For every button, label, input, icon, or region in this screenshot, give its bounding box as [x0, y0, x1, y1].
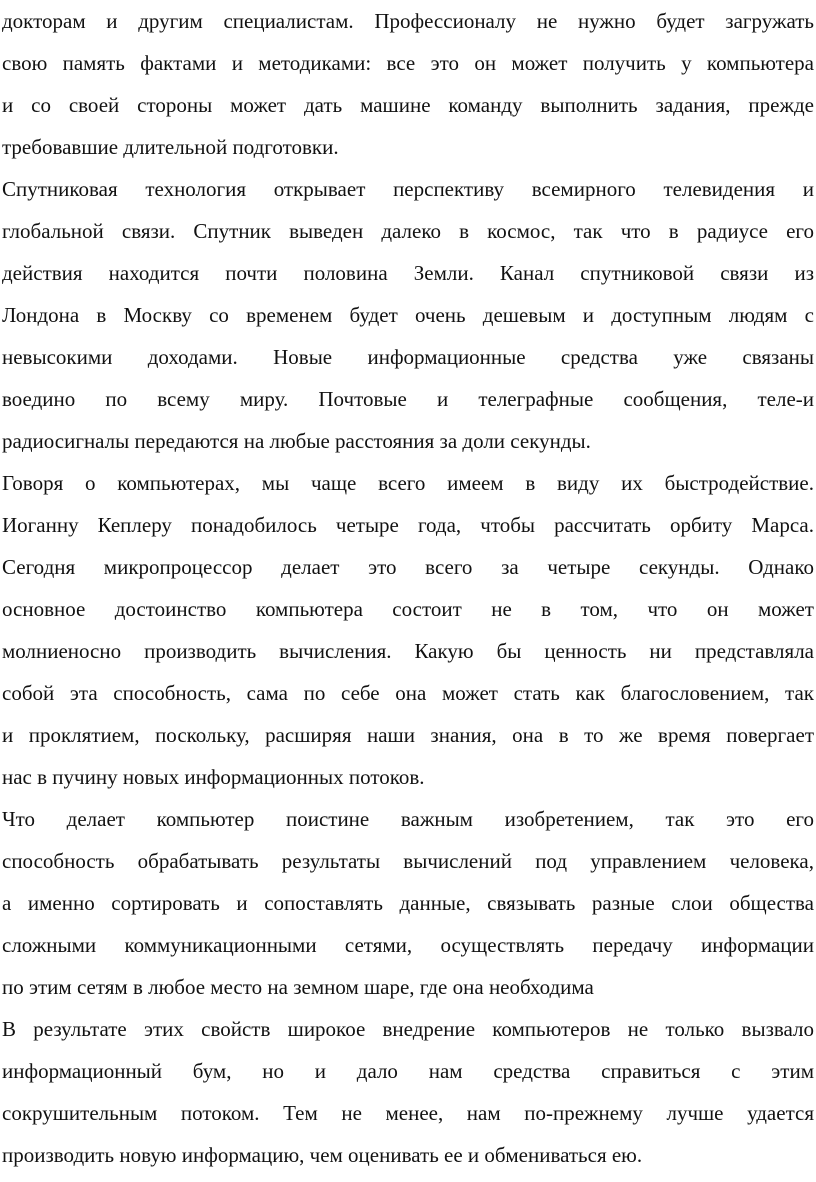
- text-line: по этим сетям в любое место на земном шаре, где она необходима: [2, 975, 594, 999]
- text-line: основное достоинство компьютера состоит не в том, что он может: [2, 597, 814, 621]
- paragraph-1: [2, 0, 814, 168]
- text-line: требовавшие длительной подготовки.: [2, 135, 339, 159]
- text-line: и со своей стороны может дать машине команду выполнить задания, прежде: [2, 93, 814, 117]
- text-line: собой эта способность, сама по себе она может стать как благословением, так: [2, 681, 814, 705]
- text-line: а именно сортировать и сопоставлять данные, связывать разные слои общества: [2, 891, 814, 915]
- text-line: Спутниковая технология открывает перспективу всемирного телевидения и: [2, 177, 814, 201]
- text-line: воедино по всему миру. Почтовые и телеграфные сообщения, теле-и: [2, 387, 814, 411]
- text-line: докторам и другим специалистам. Профессионалу не нужно будет загружать: [2, 9, 814, 33]
- text-line: свою память фактами и методиками: все это он может получить у компьютера: [2, 51, 814, 75]
- text-line: Что делает компьютер поистине важным изобретением, так это его: [2, 807, 814, 831]
- text-line: производить новую информацию, чем оценивать ее и обмениваться ею.: [2, 1143, 643, 1167]
- text-line: действия находится почти половина Земли. Канал спутниковой связи из: [2, 261, 814, 285]
- text-line: молниеносно производить вычисления. Какую бы ценность ни представляла: [2, 639, 814, 663]
- paragraph-4: [2, 798, 814, 1008]
- text-line: Говоря о компьютерах, мы чаще всего имеем в виду их быстродействие.: [2, 471, 814, 495]
- paragraph-5: [2, 1008, 814, 1176]
- text-line: Лондона в Москву со временем будет очень дешевым и доступным людям с: [2, 303, 814, 327]
- paragraph-3: [2, 462, 814, 798]
- text-line: информационный бум, но и дало нам средства справиться с этим: [2, 1059, 814, 1083]
- text-line: и проклятием, поскольку, расширяя наши знания, она в то же время повергает: [2, 723, 814, 747]
- text-line: сокрушительным потоком. Тем не менее, нам по-прежнему лучше удается: [2, 1101, 814, 1125]
- text-line: невысокими доходами. Новые информационные средства уже связаны: [2, 345, 814, 369]
- text-line: Сегодня микропроцессор делает это всего за четыре секунды. Однако: [2, 555, 814, 579]
- text-line: глобальной связи. Спутник выведен далеко в космос, так что в радиусе его: [2, 219, 814, 243]
- text-line: В результате этих свойств широкое внедрение компьютеров не только вызвало: [2, 1017, 814, 1041]
- paragraph-2: [2, 168, 814, 462]
- text-line: сложными коммуникационными сетями, осуществлять передачу информации: [2, 933, 814, 957]
- text-line: радиосигналы передаются на любые расстояния за доли секунды.: [2, 429, 591, 453]
- text-line: способность обрабатывать результаты вычислений под управлением человека,: [2, 849, 814, 873]
- text-line: нас в пучину новых информационных потоков.: [2, 765, 425, 789]
- text-line: Иоганну Кеплеру понадобилось четыре года, чтобы рассчитать орбиту Марса.: [2, 513, 814, 537]
